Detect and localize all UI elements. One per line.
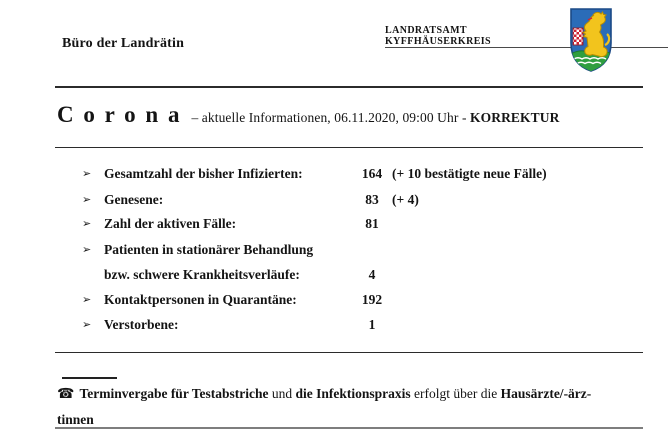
telephone-icon: ☎ [57,386,75,402]
stat-value: 81 [365,216,379,231]
stat-row-hospitalized-line2 [0,267,668,287]
stat-label-continuation: bzw. schwere Krankheitsverläufe: [104,267,300,282]
stat-note: (+ 10 bestätigte neue Fälle) [392,166,547,181]
bottom-edge-rule [55,427,643,429]
footer-note-line2: tinnen [57,412,94,427]
stat-value: 164 [361,166,383,181]
stat-row-deceased [0,317,668,337]
stat-note: (+ 4) [392,192,419,207]
org-name-line2: KYFFHÄUSERKREIS [385,36,492,47]
stat-label: Verstorbene: [104,317,179,332]
title-divider-rule [55,147,643,148]
stat-value: 1 [368,317,376,332]
header-divider-rule [55,86,643,88]
stat-row-infected [0,166,668,186]
org-name-line1: LANDRATSAMT [385,25,467,36]
title-subtitle [191,110,559,126]
bullet-arrow-icon: ➢ [82,293,92,306]
stat-row-recovered [0,192,668,212]
stat-value: 83 [365,192,379,207]
footnote-short-rule [62,377,117,379]
footer-note-line1 [57,386,591,402]
stat-value: 192 [361,292,383,307]
bullet-arrow-icon: ➢ [82,217,92,230]
footer-segment: Terminvergabe für Testabstriche [79,386,269,401]
bullet-arrow-icon: ➢ [82,318,92,331]
stat-value: 4 [368,267,376,282]
stat-row-active [0,216,668,236]
stat-label: Patienten in stationärer Behandlung [104,242,314,257]
kyffhaeuserkreis-coat-of-arms-icon [569,7,613,73]
stat-label: Kontaktpersonen in Quarantäne: [104,292,297,307]
subtitle-text: – aktuelle Informationen, 06.11.2020, 09:00 Uhr - [191,110,471,125]
office-name: Büro der Landrätin [62,36,185,51]
correction-label: KORREKTUR [470,110,560,125]
stat-label: Gesamtzahl der bisher Infizierten: [104,166,303,181]
bullet-arrow-icon: ➢ [82,243,92,256]
footer-segment: und [268,386,296,401]
bullet-arrow-icon: ➢ [82,167,92,180]
document-title-row [57,102,559,128]
stats-divider-rule [55,352,643,353]
page-title: C o r o n a [57,102,182,127]
stat-label: Genesene: [104,192,164,207]
checkered-escutcheon [573,28,583,45]
org-underline-rule [385,47,668,48]
stat-label: Zahl der aktiven Fälle: [104,216,237,231]
bullet-arrow-icon: ➢ [82,193,92,206]
footer-segment: Hausärzte/-ärz- [500,386,592,401]
stat-row-hospitalized-line1 [0,242,668,262]
stat-row-quarantine [0,292,668,312]
footer-segment: erfolgt über die [410,386,501,401]
org-name [385,25,491,47]
footer-segment: die Infektionspraxis [295,386,411,401]
